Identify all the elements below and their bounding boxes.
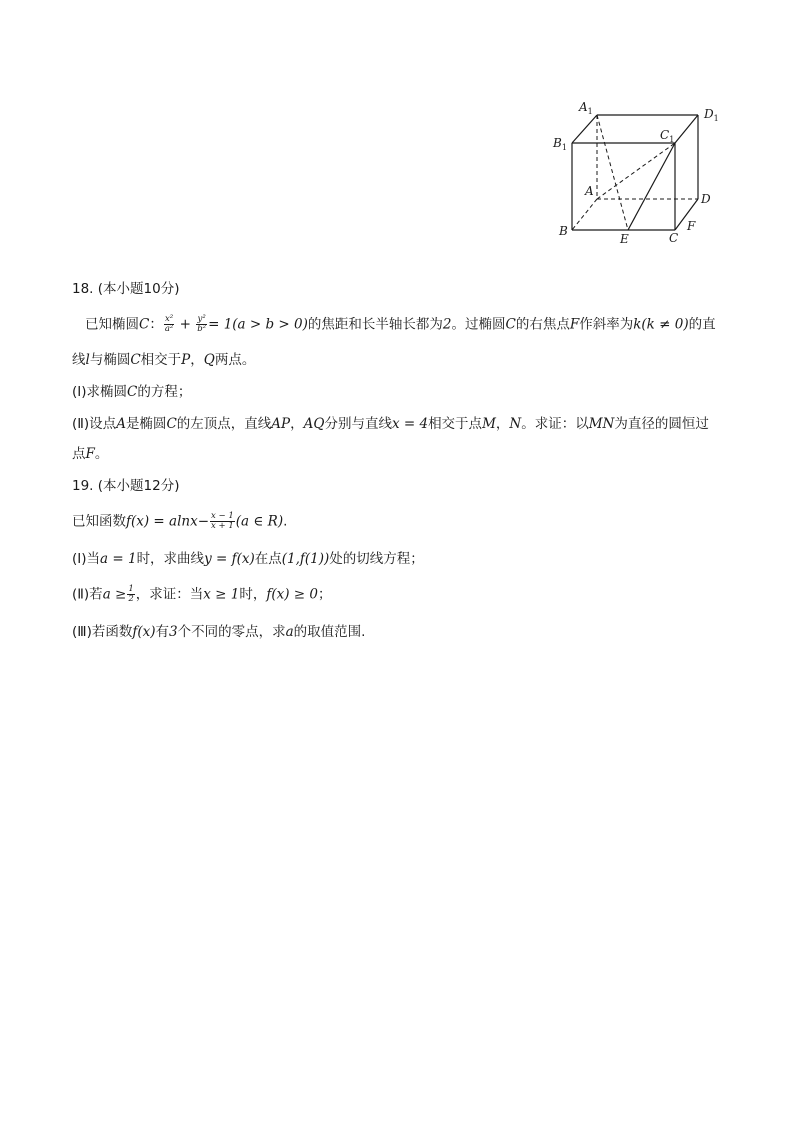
q18-part2: (Ⅱ)设点A是椭圆C的左顶点，直线AP，AQ分别与直线x = 4相交于点M，N。求证：以MN为直径的圆恒过 — [72, 416, 709, 432]
q19-stem: 已知函数f(x) = alnx− $\frac{x - 1}{x + 1}$ (a ∈ R). — [72, 511, 288, 531]
label-B1: $B_1$ — [553, 136, 567, 152]
edge-D1-C1 — [675, 115, 698, 143]
label-B: B — [559, 224, 568, 238]
label-A: A — [585, 184, 594, 198]
hidden-edge-A-B — [572, 199, 597, 230]
label-D: D — [701, 192, 711, 206]
q18-header: 18. (本小题10分) — [72, 281, 180, 297]
q18-part1: (Ⅰ)求椭圆C的方程； — [72, 384, 192, 400]
fraction-y2-b2: $\frac{\text{y²}}{\text{b²}}$ — [197, 314, 207, 334]
hidden-A1-E — [597, 115, 628, 230]
fraction-one-half: $\frac{1}{2}$ — [128, 584, 134, 604]
label-C1: $C_1$ — [660, 128, 675, 144]
q18-stem-line2: 线l与椭圆C相交于P，Q两点。 — [72, 352, 256, 368]
label-C: C — [669, 231, 679, 245]
q19-part3: (Ⅲ)若函数f(x)有3个不同的零点，求a的取值范围. — [72, 624, 366, 640]
q19-header: 19. (本小题12分) — [72, 478, 180, 494]
fraction-x2-a2: $\frac{\text{x²}}{\text{a²}}$ — [164, 314, 174, 334]
edge-A1-B1 — [572, 115, 597, 143]
label-A1: $A_1$ — [579, 100, 593, 116]
cube-figure — [545, 95, 735, 255]
label-E: E — [620, 232, 629, 246]
q18-part2-cont: 点F。 — [72, 446, 109, 462]
q19-part2: (Ⅱ)若a ≥ $\frac{1}{2}$ ，求证：当x ≥ 1时，f(x) ≥ 0； — [72, 584, 332, 604]
label-F: F — [687, 219, 696, 233]
q18-stem-line1: 已知椭圆C： $\frac{\text{x²}}{\text{a²}}$ + $\frac{\text{y²}}{\text{b²}}$ = 1(a > b > 0)的焦距和长半轴长都为2。过椭圆C的右焦点F作斜率为k(k ≠ 0)的直 — [85, 314, 716, 334]
q19-part1: (Ⅰ)当a = 1时，求曲线y = f(x)在点(1,f(1))处的切线方程； — [72, 551, 424, 567]
fraction-x-1-over-x+1: $\frac{x - 1}{x + 1}$ — [211, 511, 234, 531]
hidden-A-C1 — [597, 143, 675, 199]
segment-C1-E — [628, 143, 675, 230]
label-D1: $D_1$ — [704, 107, 719, 123]
